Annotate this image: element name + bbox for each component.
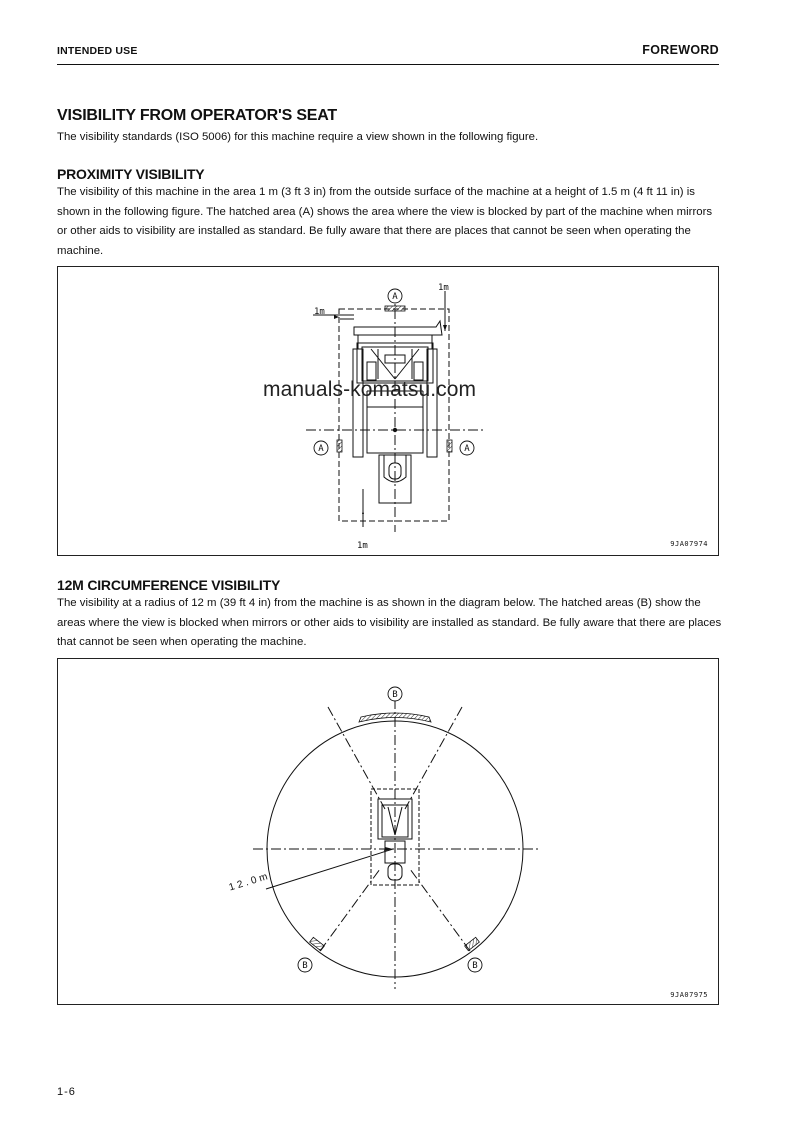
header-section: INTENDED USE [57,45,138,57]
proximity-figure [57,266,719,556]
circumference-title: 12M CIRCUMFERENCE VISIBILITY [57,577,281,593]
header-chapter: FOREWORD [642,43,719,57]
center-point [393,428,397,432]
figure-code: 9JA07975 [670,991,708,999]
blade [354,321,442,335]
circumference-text: The visibility at a radius of 12 m (39 ft 4 in) from the machine is as shown in the diagram below. The hatched areas (B) show the areas where the view is blocked when mirrors or other aids to visibility are installed as standard. Be fully aware that there are places that cannot be seen when operating the machine. [57,597,722,648]
watermark: manuals-komatsu.com [263,378,477,401]
hatched-area-bottom-left [310,937,325,950]
label-b-bottom-left: B [302,961,308,971]
hatched-area-bottom-right [465,937,480,950]
radius-line [266,849,393,889]
label-a-top: A [392,292,398,302]
visibility-intro: The visibility standards (ISO 5006) for this machine require a view shown in the following figure. [57,131,539,143]
hatched-area-right [447,440,452,452]
page-number: 1-6 [57,1086,76,1098]
header-rule [57,64,719,65]
label-a-left: A [318,444,324,454]
hatched-area-left [337,440,342,452]
proximity-title: PROXIMITY VISIBILITY [57,166,205,182]
dim-top-right: 1m [438,283,449,293]
label-b-bottom-right: B [472,961,478,971]
circumference-figure [57,658,719,1005]
radius-label: 12.0m [227,870,272,894]
dim-top-left: 1m [314,307,325,317]
dim-bottom: 1m [357,541,368,551]
figure-code: 9JA07974 [670,540,708,548]
proximity-diagram [58,267,720,557]
label-a-right: A [464,444,470,454]
visibility-title: VISIBILITY FROM OPERATOR'S SEAT [57,107,338,124]
hatched-area-front [385,306,405,311]
label-b-top: B [392,690,398,700]
circumference-diagram [58,659,720,1006]
proximity-text: The visibility of this machine in the area 1 m (3 ft 3 in) from the outside surface of the machine at a height of 1.5 m (4 ft 11 in) is shown in the following figure. The hatched area (A) shows the area where the view is blocked by part of the machine when mirrors or other aids to visibility are installed as standard. Be fully aware that there are places that cannot be seen when operating the machine. [57,186,713,257]
